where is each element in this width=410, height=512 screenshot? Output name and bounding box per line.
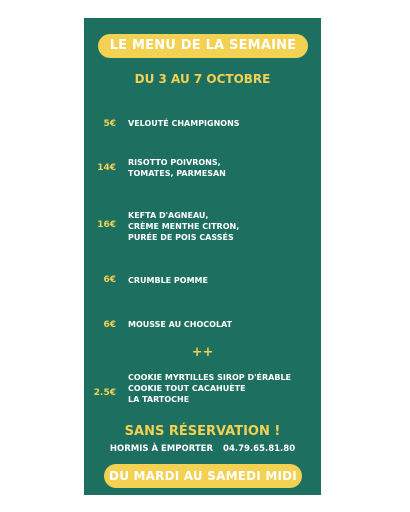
dish-line: RISOTTO POIVRONS, (128, 158, 221, 167)
menu-card (84, 18, 321, 495)
dish-line: COOKIE TOUT CACAHUÈTE (128, 384, 246, 393)
dish-line: LA TARTOCHE (128, 395, 190, 404)
menu-item-price: 16€ (97, 220, 116, 230)
menu-item-description (128, 118, 318, 129)
dish-line: COOKIE MYRTILLES SIROP D'ÉRABLE (128, 373, 292, 382)
takeaway-row (84, 444, 321, 454)
menu-item-description (128, 372, 318, 405)
date-range: DU 3 AU 7 OCTOBRE (134, 72, 271, 86)
phone-number: 04.79.65.81.80 (223, 444, 296, 454)
menu-item-price: 14€ (97, 163, 116, 173)
schedule-banner: DU MARDI AU SAMEDI MIDI (104, 464, 302, 488)
menu-item-price: 5€ (103, 119, 116, 129)
menu-title: LE MENU DE LA SEMAINE (98, 34, 308, 58)
dish-line: KEFTA D'AGNEAU, (128, 211, 209, 220)
dish-line: TOMATES, PARMESAN (128, 169, 226, 178)
dish-line: VELOUTÉ CHAMPIGNONS (128, 119, 240, 128)
menu-item-description (128, 275, 318, 286)
no-reservation-notice: SANS RÉSERVATION ! (124, 424, 281, 439)
menu-item-description (128, 319, 318, 330)
takeaway-label: HORMIS À EMPORTER (109, 444, 214, 454)
extras-separator: ++ (191, 345, 214, 360)
menu-item-price: 6€ (103, 320, 116, 330)
menu-item-description (128, 210, 318, 243)
dish-line: CRUMBLE POMME (128, 276, 208, 285)
dish-line: CRÈME MENTHE CITRON, (128, 222, 240, 231)
dish-line: MOUSSE AU CHOCOLAT (128, 320, 233, 329)
menu-item-price: 2.5€ (93, 388, 116, 398)
menu-item-price: 6€ (103, 275, 116, 285)
menu-item-description (128, 157, 318, 179)
dish-line: PURÉE DE POIS CASSÉS (128, 233, 234, 242)
